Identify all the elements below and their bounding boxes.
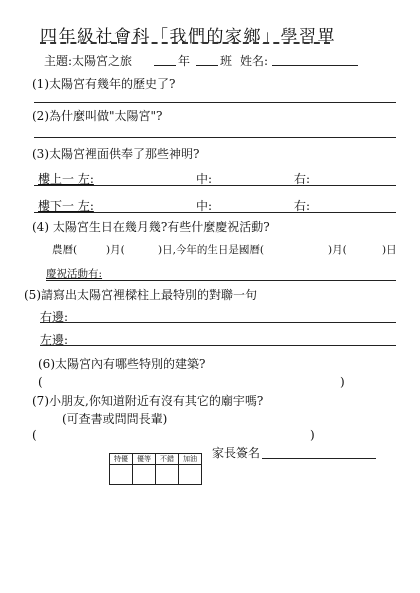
activity-answer-line[interactable] (46, 280, 396, 281)
activity-label: 慶祝活動有: (46, 268, 103, 280)
couplet-right-label: 右邊: (40, 310, 69, 324)
grade-keep-going: 加油 (179, 454, 202, 465)
grade-box-keep-going[interactable] (179, 465, 202, 485)
q7-open-paren: ( (32, 428, 37, 442)
parent-sign-line[interactable] (262, 458, 376, 459)
downstairs-answer-line[interactable] (34, 212, 396, 213)
upstairs-middle-label: 中: (196, 172, 213, 186)
grade-table (109, 453, 202, 485)
grade-excellent: 特優 (110, 454, 133, 465)
year-label: 年 (178, 54, 191, 68)
couplet-left-line[interactable] (40, 345, 396, 346)
page-title: 四年級社會科「我們的家鄉」學習單 (40, 27, 336, 47)
couplet-right-line[interactable] (40, 322, 396, 323)
grade-box-excellent[interactable] (110, 465, 133, 485)
parent-sign-label: 家長簽名 (212, 446, 261, 460)
question-5: (5)請寫出太陽宮裡樑柱上最特別的對聯一句 (24, 288, 257, 302)
grade-box-fine[interactable] (156, 465, 179, 485)
question-6: (6)太陽宮內有哪些特別的建築? (38, 357, 206, 371)
question-2: (2)為什麼叫做"太陽宮"? (32, 109, 163, 123)
answer-line-2[interactable] (34, 137, 396, 138)
q6-open-paren: ( (38, 375, 43, 389)
gregorian-day-label: )日 (382, 244, 397, 256)
grade-good: 優等 (133, 454, 156, 465)
topic-label: 主題:太陽宮之旅 (44, 54, 133, 68)
lunar-month-label: )月( (106, 244, 125, 256)
question-7: (7)小朋友,你知道附近有沒有其它的廟宇嗎? (32, 394, 264, 408)
name-field[interactable] (272, 65, 358, 66)
couplet-left-label: 左邊: (40, 333, 69, 347)
downstairs-middle-label: 中: (196, 199, 213, 213)
class-label: 班 (220, 54, 233, 68)
lunar-label: 農曆( (52, 244, 78, 256)
upstairs-left-label: 樓上一 左: (38, 172, 94, 186)
q6-close-paren: ) (340, 375, 345, 389)
title-underline (40, 42, 330, 44)
q7-close-paren: ) (310, 428, 315, 442)
upstairs-right-label: 右: (294, 172, 311, 186)
class-blank[interactable] (196, 65, 218, 66)
gregorian-label: )日,今年的生日是國曆( (158, 244, 265, 256)
name-label: 姓名: (240, 54, 269, 68)
question-1: (1)太陽宮有幾年的歷史了? (32, 77, 176, 91)
gregorian-month-label: )月( (328, 244, 347, 256)
question-3: (3)太陽宮裡面供奉了那些神明? (32, 147, 200, 161)
grade-fine: 不錯 (156, 454, 179, 465)
downstairs-right-label: 右: (294, 199, 311, 213)
question-4: (4) 太陽宮生日在幾月幾?有些什麼慶祝活動? (32, 220, 270, 234)
grade-box-good[interactable] (133, 465, 156, 485)
answer-line-1[interactable] (34, 102, 396, 103)
downstairs-left-label: 樓下一 左: (38, 199, 94, 213)
upstairs-answer-line[interactable] (34, 185, 396, 186)
year-blank[interactable] (154, 65, 176, 66)
q7-hint: (可查書或問問長輩) (62, 412, 168, 426)
